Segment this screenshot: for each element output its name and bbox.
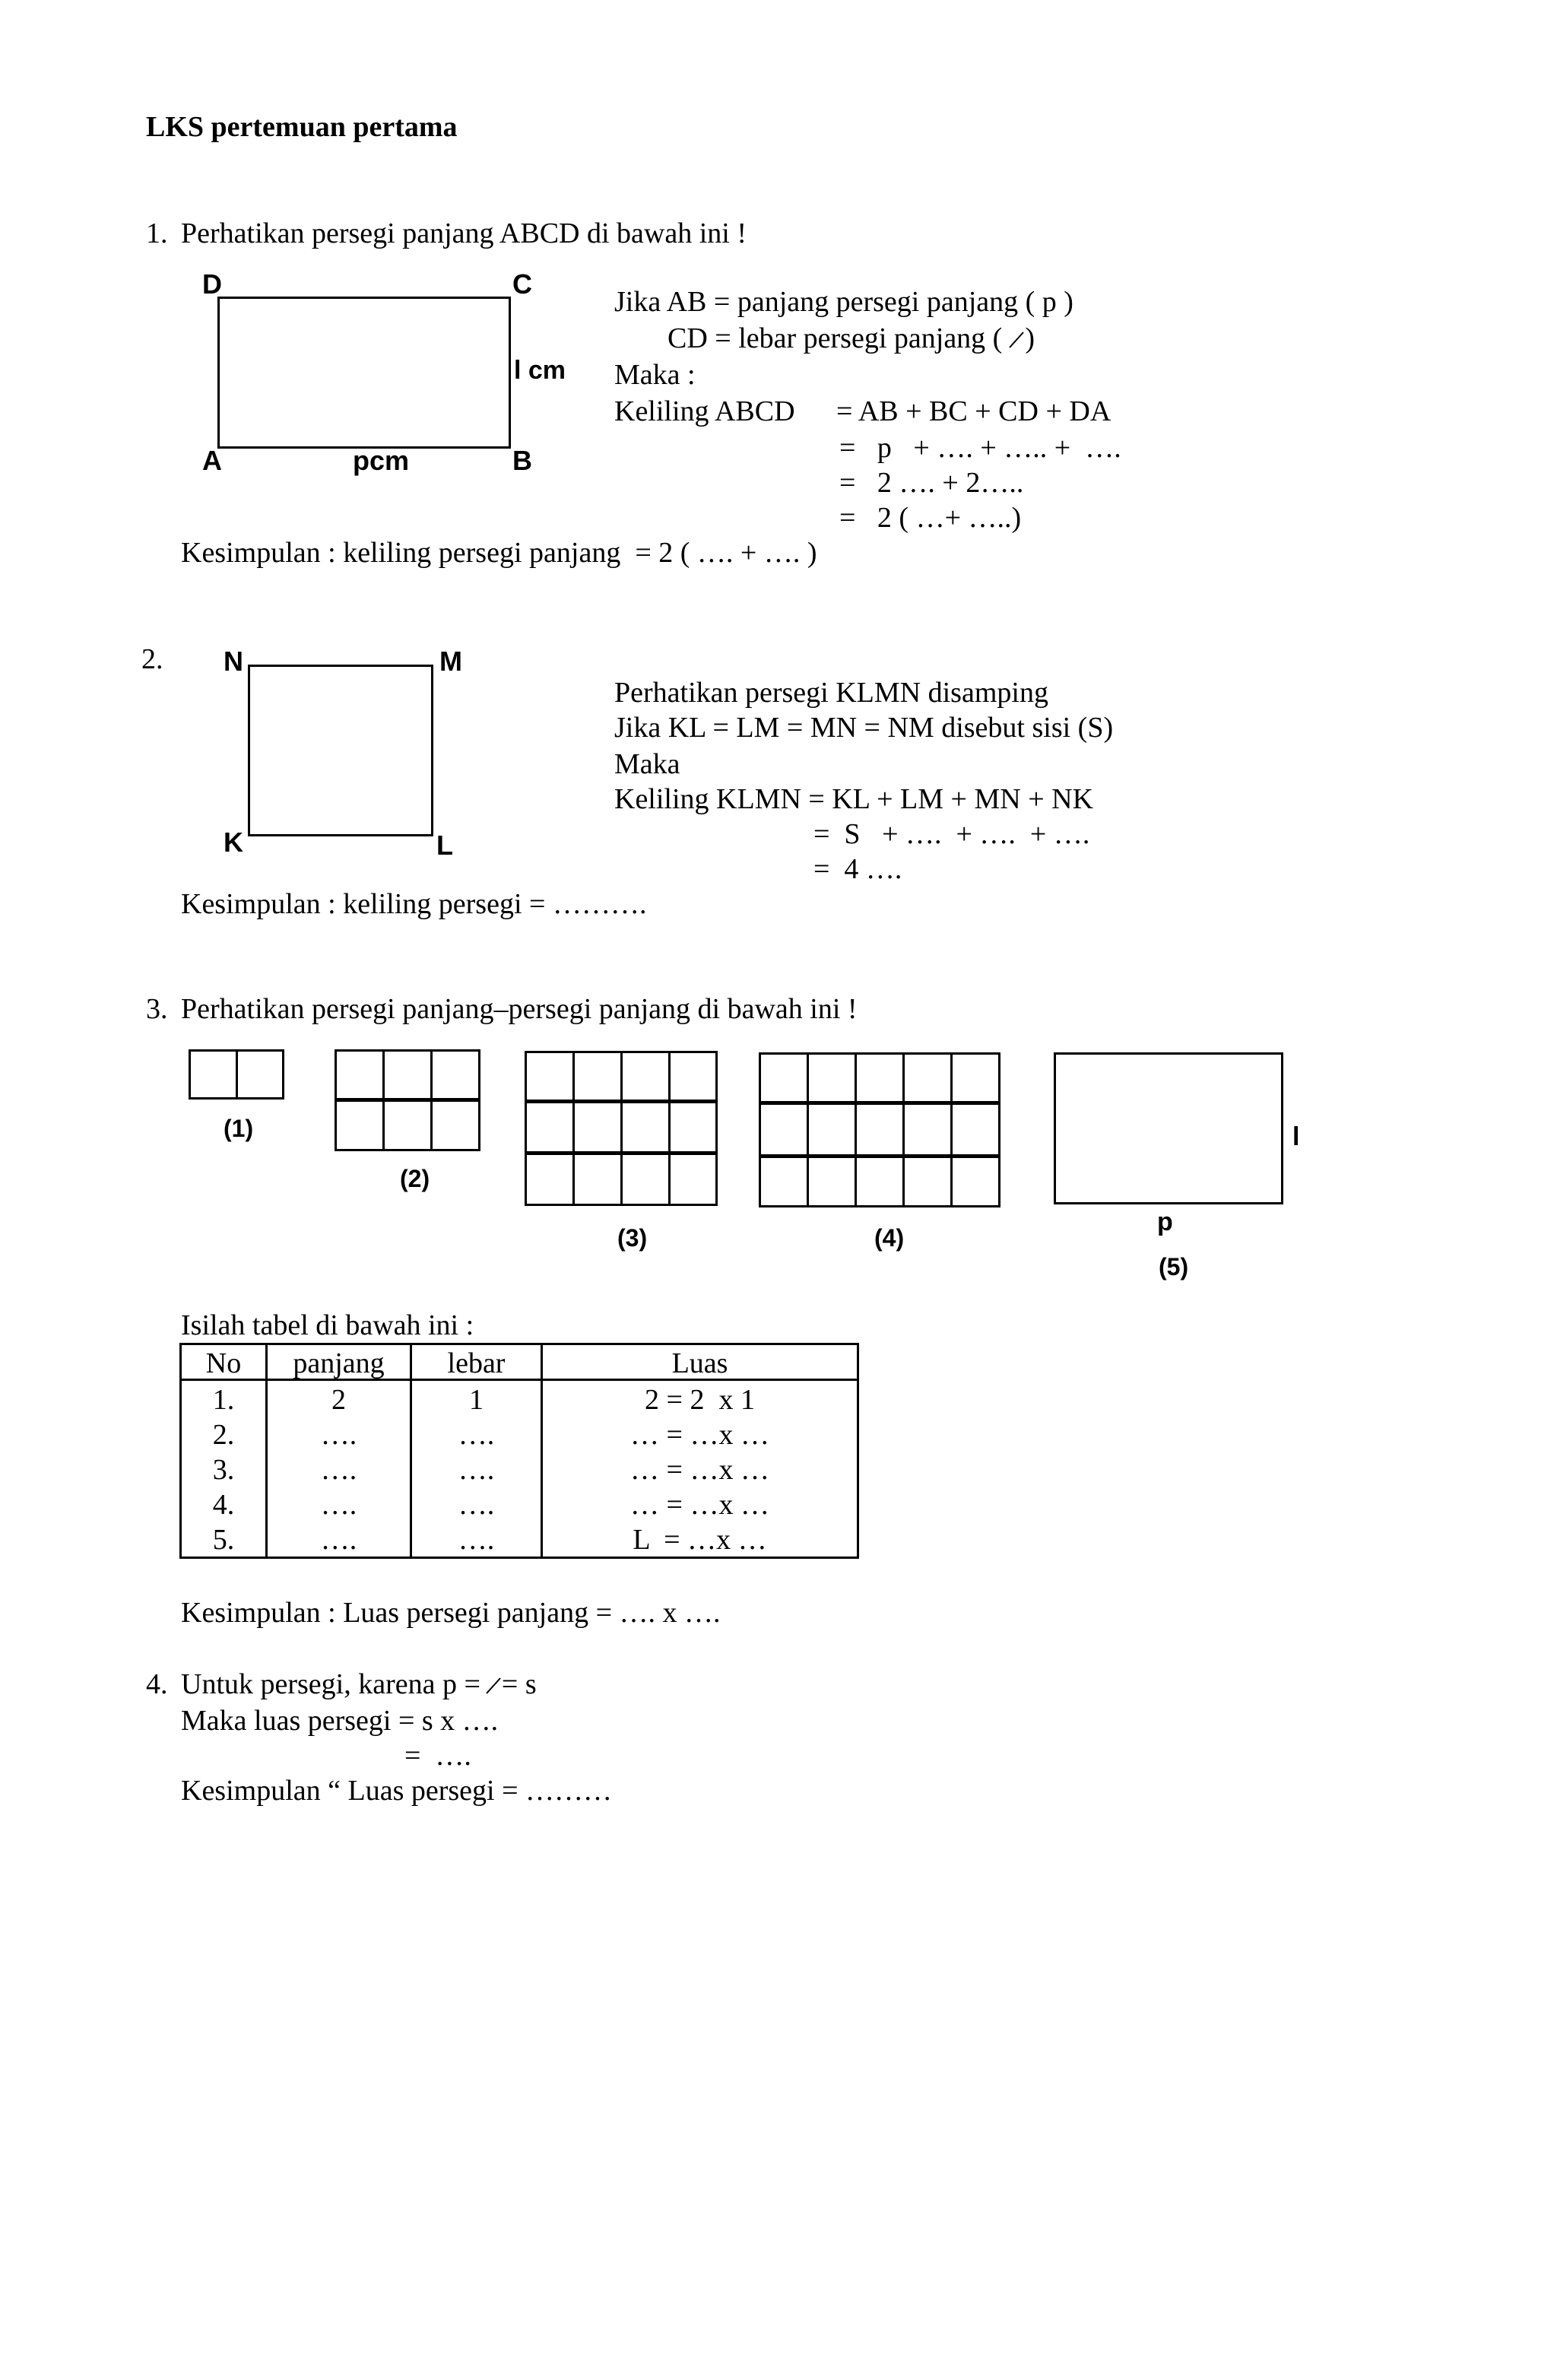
- q1-line-cd-close: ): [1025, 322, 1035, 354]
- table-header-no: No: [205, 1347, 242, 1379]
- grid-line: [236, 1049, 238, 1100]
- height-l-label: l cm: [514, 356, 566, 385]
- figure-5-label: (5): [1159, 1253, 1189, 1280]
- q1-line-maka: Maka :: [614, 359, 696, 391]
- square-klmn: [248, 665, 433, 836]
- q1-eq-1: = AB + BC + CD + DA: [836, 395, 1111, 427]
- q1-eq-4: = 2 ( …+ …..): [839, 502, 1022, 534]
- width-p-label: pcm: [353, 445, 410, 476]
- q1-number: 1.: [146, 217, 168, 249]
- q4-line-2: Maka luas persegi = s x ….: [181, 1705, 499, 1737]
- grid-line: [335, 1098, 480, 1102]
- vertex-m-label: M: [439, 646, 462, 677]
- figure-4-rect: [759, 1052, 1000, 1207]
- page-title: LKS pertemuan pertama: [146, 111, 458, 143]
- q1-eq-3: = 2 …. + 2…..: [839, 467, 1024, 499]
- table-cell-lebar: ….: [458, 1489, 495, 1521]
- table-cell-luas: 2 = 2 x 1: [645, 1384, 755, 1416]
- table-cell-panjang: ….: [320, 1524, 357, 1556]
- q1-eq-2: = p + …. + ….. + ….: [839, 432, 1121, 464]
- q2-line-1: Perhatikan persegi KLMN disamping: [614, 677, 1048, 709]
- grid-line: [620, 1051, 623, 1206]
- q4-line-3: = ….: [404, 1740, 471, 1772]
- figure-5-rect: [1054, 1052, 1283, 1204]
- figure-2-label: (2): [400, 1165, 430, 1192]
- figure-5-width-label: p: [1157, 1207, 1173, 1236]
- lebar-symbol-icon: [1008, 327, 1025, 348]
- table-cell-lebar: ….: [458, 1419, 495, 1451]
- figure-4-label: (4): [874, 1224, 905, 1252]
- grid-line: [759, 1101, 1000, 1105]
- vertex-n-label: N: [224, 646, 243, 677]
- q4-number: 4.: [146, 1668, 168, 1700]
- q1-line-cd-text: CD = lebar persegi panjang (: [668, 322, 1003, 354]
- vertex-b-label: B: [512, 445, 532, 476]
- table-cell-lebar: ….: [458, 1454, 495, 1486]
- table-cell-panjang: ….: [320, 1419, 357, 1451]
- figure-5-height-label: l: [1292, 1122, 1300, 1151]
- q4-line-1: [181, 1670, 537, 1699]
- rectangle-abcd: [217, 297, 511, 449]
- q2-number: 2.: [141, 643, 163, 675]
- grid-line: [525, 1100, 718, 1103]
- q1-line-cd: [668, 324, 1035, 353]
- table-cell-luas: … = …x …: [630, 1454, 769, 1486]
- table-cell-no: 3.: [212, 1454, 235, 1486]
- table-cell-panjang: ….: [320, 1454, 357, 1486]
- grid-line: [807, 1052, 809, 1207]
- q2-line-3: Maka: [614, 748, 680, 780]
- q4-line-1-end: = s: [501, 1668, 537, 1700]
- grid-line: [668, 1051, 671, 1206]
- q4-conclusion: Kesimpulan “ Luas persegi = ………: [181, 1775, 613, 1807]
- grid-line: [902, 1052, 905, 1207]
- q3-conclusion: Kesimpulan : Luas persegi panjang = …. x ….: [181, 1597, 721, 1629]
- q4-line-1-text: Untuk persegi, karena p =: [181, 1668, 480, 1700]
- q1-line-keliling: Keliling ABCD: [614, 395, 795, 427]
- figure-3-label: (3): [617, 1224, 648, 1252]
- vertex-k-label: K: [224, 827, 243, 858]
- q1-intro: Perhatikan persegi panjang ABCD di bawah ini !: [181, 217, 747, 249]
- q3-intro: Perhatikan persegi panjang–persegi panjang di bawah ini !: [181, 993, 858, 1025]
- grid-line: [855, 1052, 857, 1207]
- grid-line: [950, 1052, 953, 1207]
- q2-eq-1: = S + …. + …. + ….: [813, 818, 1090, 850]
- q2-line-4: Keliling KLMN = KL + LM + MN + NK: [614, 783, 1094, 815]
- table-header-panjang: panjang: [293, 1347, 385, 1379]
- q3-number: 3.: [146, 993, 168, 1025]
- table-cell-luas: … = …x …: [630, 1419, 769, 1451]
- q2-eq-2: = 4 ….: [813, 853, 902, 885]
- vertex-c-label: C: [512, 268, 532, 300]
- q1-line-jika: Jika AB = panjang persegi panjang ( p ): [614, 286, 1073, 318]
- table-cell-panjang: ….: [320, 1489, 357, 1521]
- table-cell-panjang: 2: [331, 1384, 346, 1416]
- table-header-divider: [179, 1379, 859, 1381]
- table-cell-no: 5.: [212, 1524, 235, 1556]
- table-intro: Isilah tabel di bawah ini :: [181, 1309, 474, 1341]
- table-cell-luas: L = …x …: [633, 1524, 767, 1556]
- table-cell-no: 4.: [212, 1489, 235, 1521]
- vertex-d-label: D: [202, 268, 222, 300]
- vertex-l-label: L: [436, 830, 453, 861]
- table-cell-no: 1.: [212, 1384, 235, 1416]
- table-header-luas: Luas: [671, 1347, 728, 1379]
- table-header-lebar: lebar: [447, 1347, 506, 1379]
- grid-line: [572, 1051, 575, 1206]
- q1-conclusion: Kesimpulan : keliling persegi panjang = 2 ( …. + …. ): [181, 537, 817, 569]
- vertex-a-label: A: [202, 445, 222, 476]
- lebar-symbol-icon: [485, 1673, 502, 1694]
- table-cell-lebar: 1: [469, 1384, 484, 1416]
- q2-conclusion: Kesimpulan : keliling persegi = ……….: [181, 888, 647, 920]
- grid-line: [525, 1151, 718, 1155]
- grid-line: [759, 1154, 1000, 1158]
- table-cell-luas: … = …x …: [630, 1489, 769, 1521]
- q2-line-2: Jika KL = LM = MN = NM disebut sisi (S): [614, 712, 1114, 744]
- figure-1-label: (1): [224, 1115, 254, 1142]
- table-cell-lebar: ….: [458, 1524, 495, 1556]
- table-cell-no: 2.: [212, 1419, 235, 1451]
